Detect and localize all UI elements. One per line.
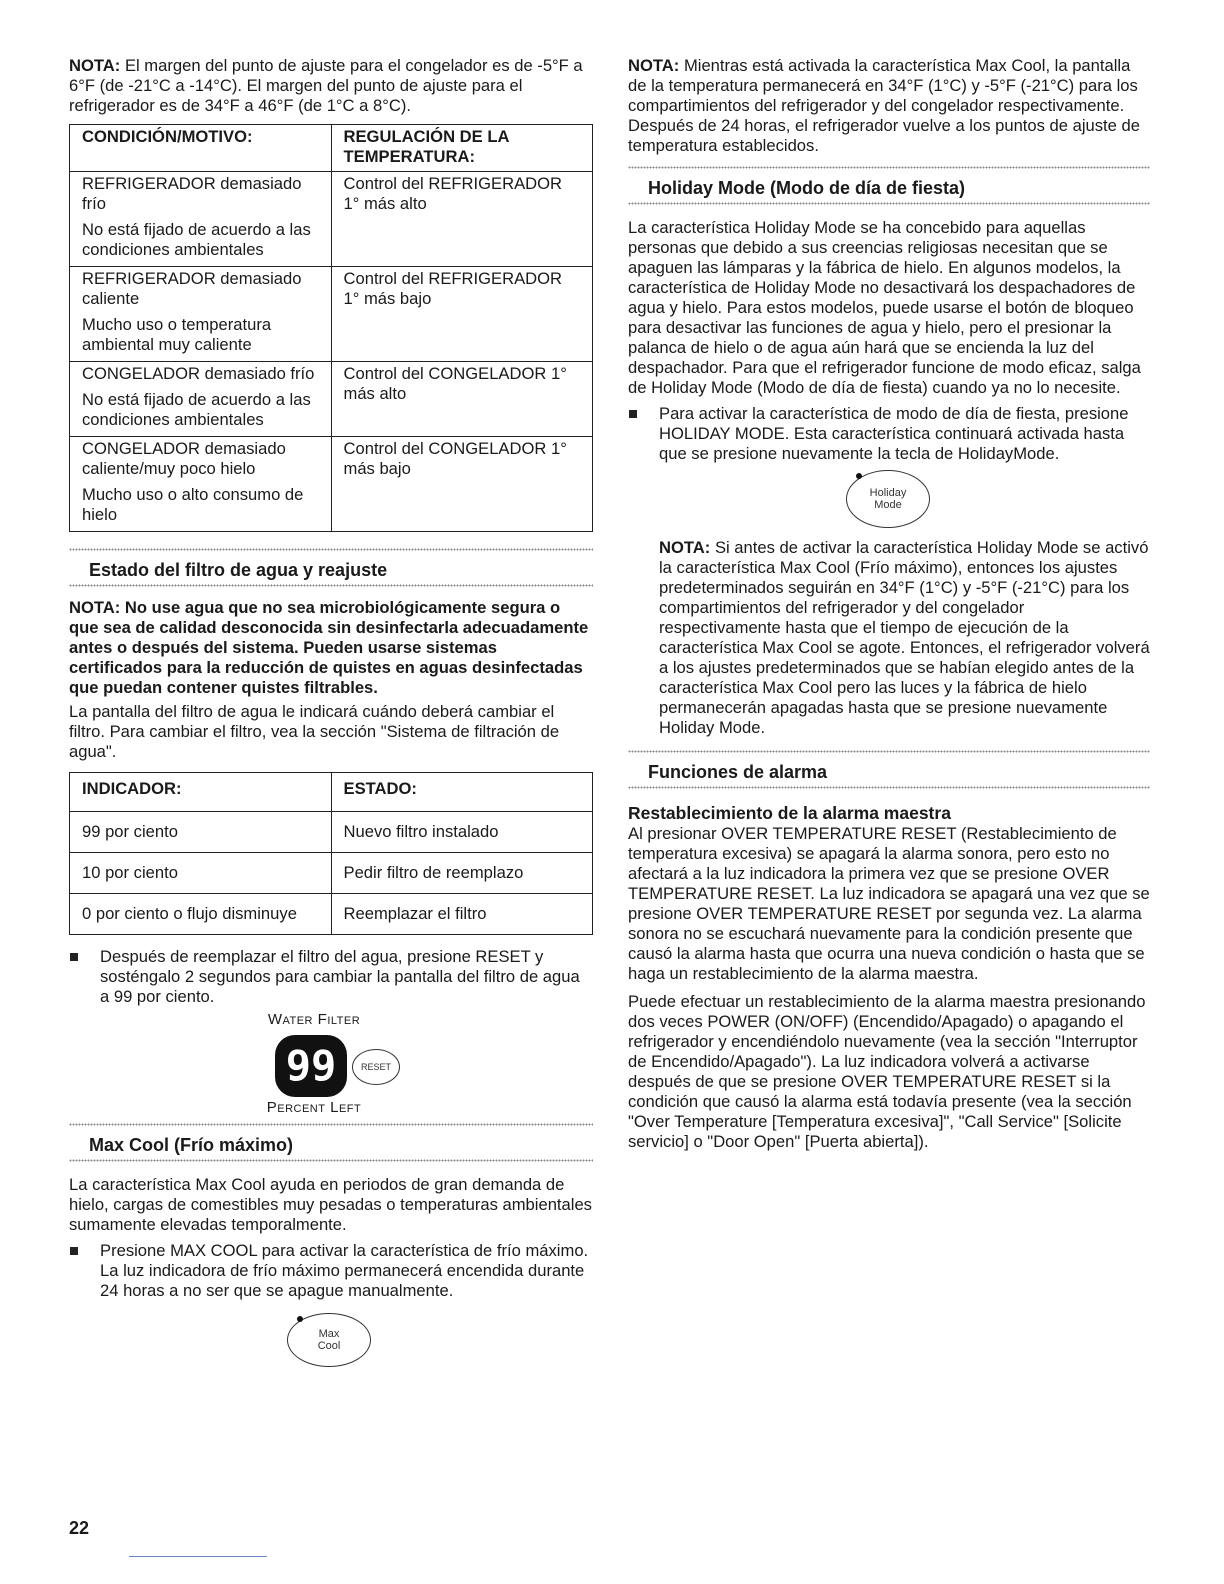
water-filter-panel — [69, 1011, 593, 1115]
table-row: CONGELADOR demasiado frío No está fijado de acuerdo a las condiciones ambientales Control del CONGELADOR 1° más alto — [70, 362, 593, 437]
page-number: 22 — [69, 1518, 90, 1538]
water-filter-display: 99 — [275, 1035, 347, 1097]
divider — [628, 202, 1150, 208]
section-heading-filter: Estado del filtro de agua y reajuste — [89, 560, 388, 580]
percent-left-label: Percent Left — [266, 1099, 362, 1116]
reset-button[interactable]: RESET — [352, 1049, 400, 1085]
maxcool-text: La característica Max Cool ayuda en periodos de gran demanda de hielo, cargas de comestibles muy pesadas o temperaturas ambientales sumamente elevadas temporalmente. — [69, 1175, 592, 1234]
section-heading-holiday: Holiday Mode (Modo de día de fiesta) — [648, 178, 966, 198]
subsection-heading-master-alarm: Restablecimiento de la alarma maestra — [628, 803, 951, 823]
filter-text: La pantalla del filtro de agua le indicará cuándo deberá cambiar el filtro. Para cambiar el filtro, vea la sección "Sistema de filtración de agua". — [69, 702, 560, 761]
divider — [69, 584, 593, 590]
left-column — [69, 56, 593, 1367]
filter-bullet: Después de reemplazar el filtro del agua, presione RESET y sosténgalo 2 segundos para cambiar la pantalla del filtro de agua a 99 por ciento. — [69, 947, 593, 1007]
divider — [628, 750, 1150, 756]
table-row: REFRIGERADOR demasiado frío No está fijado de acuerdo a las condiciones ambientales Control del REFRIGERADOR 1° más alto — [70, 172, 593, 267]
table-row: REFRIGERADOR demasiado caliente Mucho uso o temperatura ambiental muy caliente Control del REFRIGERADOR 1° más bajo — [70, 267, 593, 362]
holiday-text: La característica Holiday Mode se ha concebido para aquellas personas que debido a sus creencias religiosas necesitan que se apaguen las lámparas y la fábrica de hielo. En algunos modelos, la característica de Holiday Mode no desactivará los despachadores de agua y hielo. Para estos modelos, puede usarse el botón de bloqueo para desactivar las funciones de agua y hielo, pero el presionar la palanca de hielo o de agua aún hará que se encienda la luz del despachador. Para que el refrigerador funcione de modo eficaz, salga de Holiday Mode (Modo de día de fiesta) cuando ya no lo necesite. — [628, 218, 1141, 397]
indicator-table — [69, 772, 593, 935]
table-row: CONGELADOR demasiado caliente/muy poco hielo Mucho uso o alto consumo de hielo Control del CONGELADOR 1° más bajo — [70, 437, 593, 532]
filter-warning: NOTA: No use agua que no sea microbiológicamente segura o que sea de calidad desconocida sin desinfectarla adecuadamente antes o después del sistema. Pueden usarse sistemas certificados para la reducción de quistes en aguas desinfectadas que puedan contener quistes filtrables. — [69, 598, 589, 697]
divider — [69, 1123, 593, 1129]
table-row: 99 por ciento Nuevo filtro instalado — [70, 812, 593, 853]
indicator-light-icon — [856, 473, 862, 479]
table-row: 0 por ciento o flujo disminuye Reemplazar el filtro — [70, 894, 593, 935]
divider — [69, 548, 593, 554]
section-heading-alarm: Funciones de alarma — [648, 762, 828, 782]
right-column — [628, 56, 1150, 1152]
table-row: 10 por ciento Pedir filtro de reemplazo — [70, 853, 593, 894]
footer-rule — [129, 1556, 267, 1557]
section-heading-maxcool: Max Cool (Frío máximo) — [89, 1135, 294, 1155]
holiday-note: NOTA: Si antes de activar la característica Holiday Mode se activó la característica Max Cool (Frío máximo), entonces los ajustes predeterminados seguirán en 34°F (1°C) y -5°F (-21°C) para los compartimientos del refrigerador y del congelador respectivamente hasta que el tiempo de ejecución de la característica Max Cool se agote. Entonces, el refrigerador volverá a los ajustes predeterminados que se habían elegido antes de la característica Max Cool pero las luces y la fábrica de hielo permanecerán apagadas hasta que se presione nuevamente Holiday Mode. — [659, 538, 1150, 737]
maxcool-note: NOTA: Mientras está activada la característica Max Cool, la pantalla de la temperatura permanecerá en 34°F (1°C) y -5°F (-21°C) para los compartimientos del refrigerador y del congelador respectivamente. Después de 24 horas, el refrigerador vuelve a los puntos de ajuste de temperatura establecidos. — [628, 56, 1140, 155]
master-alarm-text-2: Puede efectuar un restablecimiento de la alarma maestra presionando dos veces POWER (ON/OFF) (Encendido/Apagado) o apagando el refrigerador y encendiéndolo nuevamente (vea la sección "Interruptor de Encendido/Apagado"). La luz indicadora volverá a activarse después de que se presione OVER TEMPERATURE RESET si la condición que causó la alarma está todavía presente (vea la sección "Over Temperature [Temperatura excesiva]", "Call Service" [Solicite servicio] o "Door Open" [Puerta abierta]). — [628, 992, 1146, 1151]
divider — [69, 1159, 593, 1165]
indicator-light-icon — [297, 1316, 303, 1322]
table-header: REGULACIÓN DE LA TEMPERATURA: — [331, 125, 593, 172]
condition-table — [69, 124, 593, 532]
divider — [628, 166, 1150, 172]
divider — [628, 786, 1150, 792]
intro-note: NOTA: El margen del punto de ajuste para el congelador es de -5°F a 6°F (de -21°C a -14°C). El margen del punto de ajuste para el refrigerador es de 34°F a 46°F (de 1°C a 8°C). — [69, 56, 583, 115]
holiday-bullet: Para activar la característica de modo de día de fiesta, presione HOLIDAY MODE. Esta característica continuará activada hasta que se presione nuevamente la tecla de HolidayMode. — [628, 404, 1150, 464]
holiday-mode-button[interactable]: Holiday Mode — [846, 470, 930, 528]
maxcool-bullet: Presione MAX COOL para activar la característica de frío máximo. La luz indicadora de frío máximo permanecerá encendida durante 24 horas a no ser que se apague manualmente. — [69, 1241, 593, 1301]
water-filter-label: Water Filter — [267, 1011, 361, 1028]
max-cool-button[interactable]: Max Cool — [287, 1313, 371, 1367]
table-header: INDICADOR: — [70, 773, 332, 812]
table-header: ESTADO: — [331, 773, 593, 812]
table-header: CONDICIÓN/MOTIVO: — [70, 125, 332, 172]
master-alarm-text-1: Al presionar OVER TEMPERATURE RESET (Restablecimiento de temperatura excesiva) se apagará la alarma sonora, pero esto no afectará a la luz indicadora la primera vez que se presione OVER TEMPERATURE RESET. La luz indicadora se apagará una vez que se presione OVER TEMPERATURE RESET por segunda vez. La alarma sonora no se escuchará nuevamente para la condición presente que causó la alarma hasta que ocurra una nueva condición o hasta que se haga un restablecimiento de la alarma maestra. — [628, 824, 1150, 983]
